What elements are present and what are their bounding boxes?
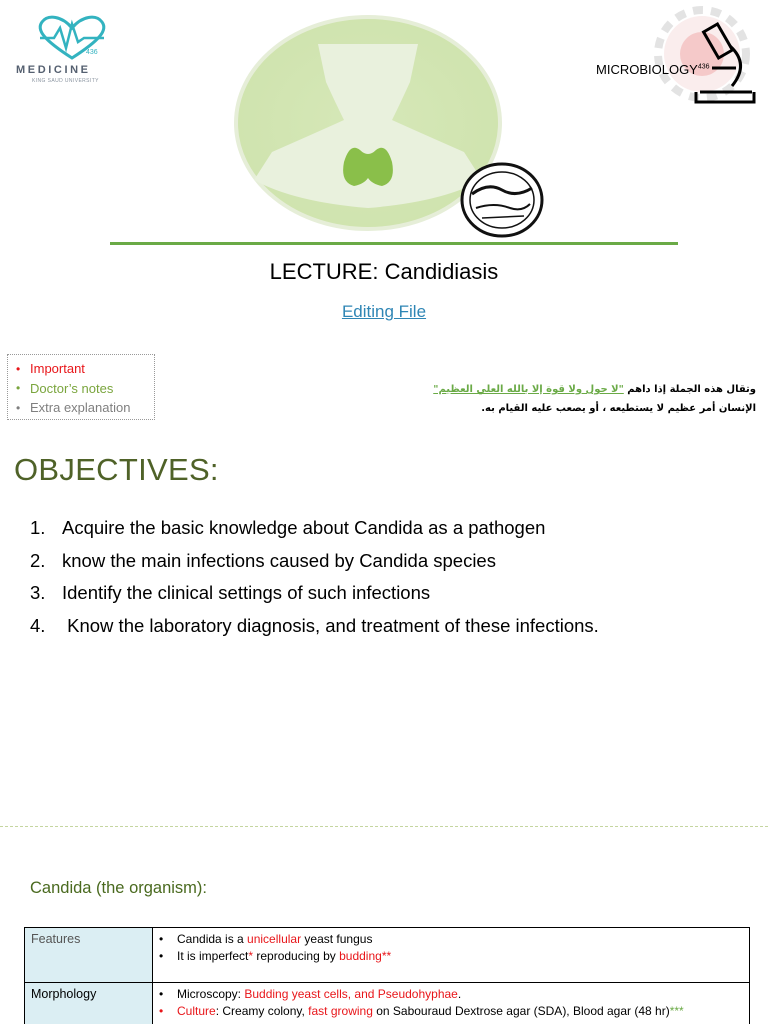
legend-item-important: • Important [16,361,85,377]
revision-stamp [458,160,546,240]
row-header-features: Features [25,928,153,983]
table-row: Morphology • Microscopy: Budding yeast cells, and Pseudohyphae. • Culture: Creamy colony, fast growing on Sabouraud Dextrose agar (SDA), Blood agar (48 hr)*** [25,983,750,1024]
page-break-divider [0,826,768,827]
medicine-logo [14,12,118,88]
objectives-list [30,517,599,647]
microscope-icon [640,6,764,110]
editing-file-link[interactable]: Editing File [341,302,427,321]
logo-text: MEDICINE [16,64,91,76]
legend-item-extra-explanation: • Extra explanation [16,400,131,416]
row-header-morphology: Morphology [25,983,153,1024]
subject-label: MICROBIOLOGY$^{436}$ [596,62,710,77]
arabic-quote: "لا حول ولا قوة إلا بالله العلي العظيم" [433,384,624,395]
list-item: 2. know the main infections caused by Candida species [30,549,496,571]
arabic-note: وتقال هذه الجملة إذا داهم "لا حول ولا قوة إلا بالله العلي العظيم" الإنسان أمر عظيم لا يستطيعه ، أو يصعب عليه القيام به. [433,384,756,414]
section-heading: Candida (the organism): [30,879,208,897]
list-item: 4. Know the laboratory diagnosis, and treatment of these infections. [30,614,599,636]
list-item: 1. Acquire the basic knowledge about Candida as a pathogen [30,517,546,538]
heart-pulse-icon [34,14,110,62]
legend-item-doctors-notes: • Doctor’s notes [16,380,114,396]
list-item: 3. Identify the clinical settings of such infections [30,582,431,603]
title-divider [110,242,678,245]
table-row: Features • Candida is a unicellular yeast fungus • It is imperfect* reproducing by budding** [25,928,750,983]
objectives-heading: OBJECTIVES: [14,452,219,487]
logo-badge: 436 [86,49,98,56]
logo-subtext: KING SAUD UNIVERSITY [32,78,99,84]
color-legend [7,354,155,420]
candida-features-table [24,927,750,1024]
lecture-title: LECTURE: Candidiasis [269,259,499,284]
